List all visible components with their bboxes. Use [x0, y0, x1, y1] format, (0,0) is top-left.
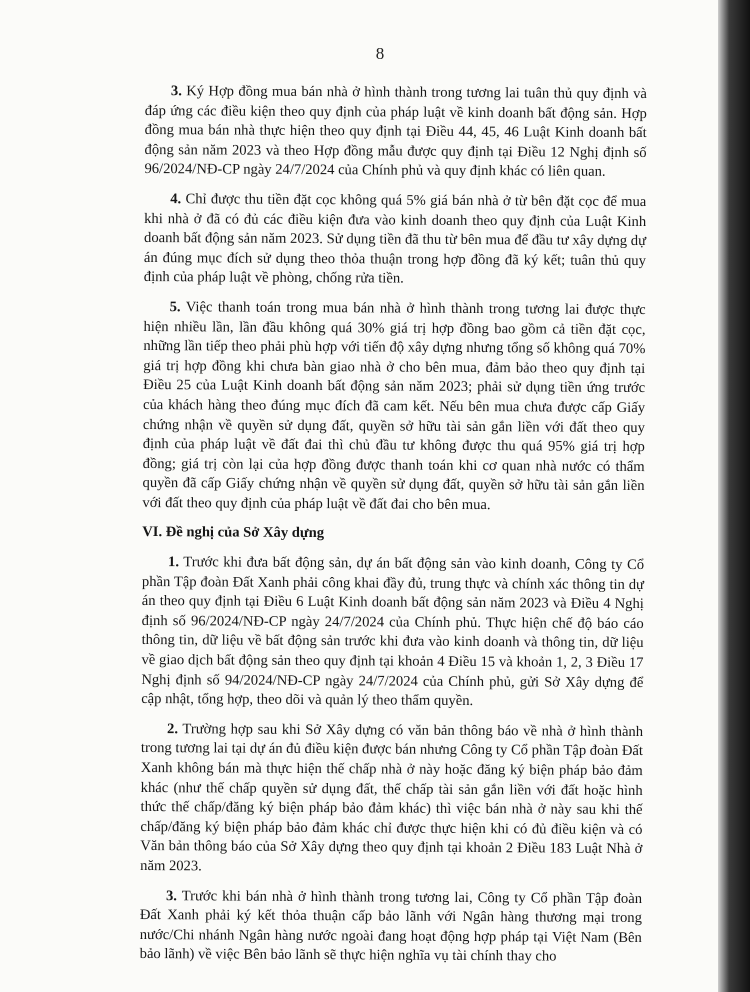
paragraph-4 — [144, 190, 647, 291]
section-item-1 — [141, 553, 644, 713]
section-item-2 — [140, 720, 643, 880]
page-number: 8 — [375, 44, 385, 63]
paragraph-number: 5. — [169, 299, 181, 316]
paragraph-text: Chỉ được thu tiền đặt cọc không quá 5% giá bán nhà ở từ bên đặt cọc để mua khi nhà ở đã có đủ các điều kiện đưa vào kinh doanh theo quy định của Luật Kinh doanh bất động sản năm 2023. Sử dụng tiền đã thu từ bên mua để đầu tư xây dựng dự án đúng mục đích sử dụng theo thỏa thuận trong hợp đồng đã ký kết; tuân thủ quy định của pháp luật về phòng, chống rửa tiền. — [143, 191, 647, 287]
paragraph-number: 3. — [170, 83, 182, 100]
paragraph-number: 4. — [170, 191, 182, 208]
paragraph-text: Việc thanh toán trong mua bán nhà ở hình thành trong tương lai được thực hiện nhiều lần, lần đầu không quá 30% giá trị hợp đồng bao gồm cả tiền đặt cọc, những lần tiếp theo phải phù hợp với tiến độ xây dựng nhưng tổng số không quá 70% giá trị hợp đồng khi chưa bàn giao nhà ở cho bên mua, đảm bảo theo quy định tại Điều 25 của Luật Kinh doanh bất động sản năm 2023; phải sử dụng tiền ứng trước của khách hàng theo đúng mục đích đã cam kết. Nếu bên mua chưa được cấp Giấy chứng nhận về quyền sử dụng đất, quyền sở hữu tài sản gắn liền với đất theo quy định của pháp luật về đất đai thì chủ đầu tư không được thu quá 95% giá trị hợp đồng; giá trị còn lại của hợp đồng được thanh toán khi cơ quan nhà nước có thẩm quyền đã cấp Giấy chứng nhận về quyền sử dụng đất, quyền sở hữu tài sản gắn liền với đất theo quy định của pháp luật về đất đai cho bên mua. — [142, 299, 646, 513]
paragraph-text: Ký Hợp đồng mua bán nhà ở hình thành trong tương lai tuân thủ quy định và đáp ứng các điều kiện theo quy định của pháp luật về kinh doanh bất động sản. Hợp đồng mua bán nhà thực hiện theo quy định tại Điều 44, 45, 46 Luật Kinh doanh bất động sản năm 2023 và theo Hợp đồng mẫu được quy định tại Điều 12 Nghị định số 96/2024/NĐ-CP ngày 24/7/2024 của Chính phủ và quy định khác có liên quan. — [144, 83, 647, 181]
item-text: Trường hợp sau khi Sở Xây dựng có văn bản thông báo về nhà ở hình thành trong tương lai tại dự án đủ điều kiện được bán nhưng Công ty Cổ phần Tập đoàn Đất Xanh không bán mà thực hiện thế chấp nhà ở này hoặc đăng ký biện pháp bảo đảm khác (như thế chấp quyền sử dụng đất, thế chấp tài sản gắn liền với đất hoặc hình thức thế chấp/đăng ký biện pháp bảo đảm khác) thì việc bán nhà ở này sau khi thế chấp/đăng ký biện pháp bảo đảm khác chỉ được thực hiện khi có đủ điều kiện và có Văn bản thông báo của Sở Xây dựng theo quy định tại khoản 2 Điều 183 Luật Nhà ở năm 2023. — [140, 721, 644, 875]
section-item-3 — [140, 887, 642, 968]
paragraph-5 — [142, 298, 645, 517]
paragraph-3 — [144, 82, 647, 183]
item-number: 1. — [168, 554, 180, 571]
item-number: 3. — [165, 887, 178, 904]
document-body — [140, 82, 647, 968]
item-number: 2. — [166, 720, 179, 738]
item-text: Trước khi đưa bất động sản, dự án bất động sản vào kinh doanh, Công ty Cổ phần Tập đoàn Đất Xanh phải công khai đầy đủ, trung thực và chính xác thông tin dự án theo quy định tại Điều 6 Luật Kinh doanh bất động sản năm 2023 và Điều 4 Nghị định số 96/2024/NĐ-CP ngày 24/7/2024 của Chính phủ. Thực hiện chế độ báo cáo thông tin, dữ liệu về bất động sản trước khi đưa vào kinh doanh và thông tin, dữ liệu về giao dịch bất động sản theo quy định tại khoản 4 Điều 15 và khoản 1, 2, 3 Điều 17 Nghị định số 94/2024/NĐ-CP ngày 24/7/2024 của Chính phủ, gửi Sở Xây dựng để cập nhật, tổng hợp, theo dõi và quản lý theo thẩm quyền. — [141, 554, 645, 710]
item-text: Trước khi bán nhà ở hình thành trong tương lai, Công ty Cổ phần Tập đoàn Đất Xanh phải ký kết thỏa thuận cấp bảo lãnh với Ngân hàng thương mại trong nước/Chi nhánh Ngân hàng nước ngoài đang hoạt động hợp pháp tại Việt Nam (Bên bảo lãnh) về việc Bên bảo lãnh sẽ thực hiện nghĩa vụ tài chính thay cho — [139, 887, 643, 965]
section-heading: VI. Đề nghị của Sở Xây dựng — [142, 524, 325, 542]
page-edge-shadow — [718, 0, 750, 992]
